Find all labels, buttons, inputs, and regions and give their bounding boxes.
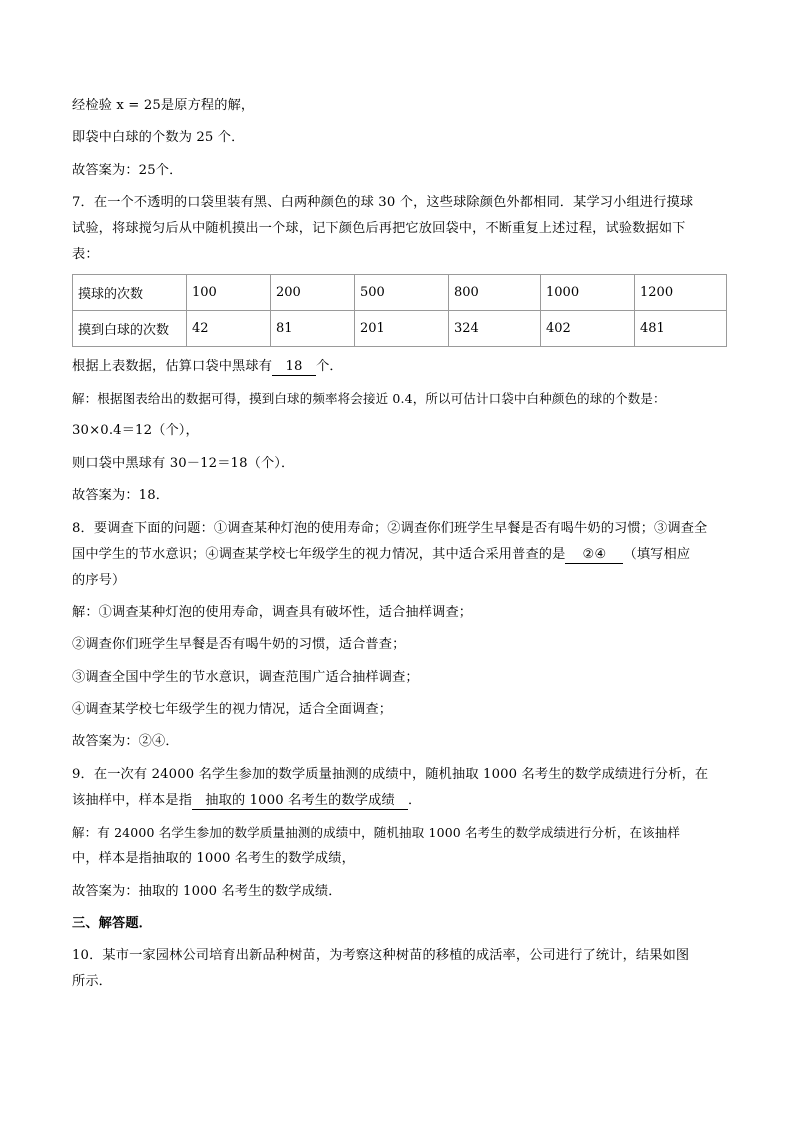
table-cell: 201 — [355, 310, 449, 346]
q8-solution-line-1: 解：①调查某种灯泡的使用寿命，调查具有破坏性，适合抽样调查； — [72, 604, 473, 620]
q9-stem-line-1: 9．在一次有 24000 名学生参加的数学质量抽测的成绩中，随机抽取 1000 名考生的数学成绩进行分析，在 — [72, 766, 709, 782]
q9-stem-prefix: 该抽样中，样本是指 — [72, 792, 193, 808]
q7-question-prefix: 根据上表数据，估算口袋中黑球有 — [72, 358, 273, 374]
q7-solution-line-2: 30×0.4＝12（个）， — [72, 423, 199, 439]
q7-solution-line-1: 解：根据图表给出的数据可得，摸到白球的频率将会接近 0.4，所以可估计口袋中白种颜色的球的个数是： — [72, 390, 666, 406]
table-cell: 摸球的次数 — [73, 274, 187, 310]
q9-solution-line-2: 中，样本是指抽取的 1000 名考生的数学成绩， — [72, 851, 355, 867]
q8-solution-line-4: ④调查某学校七年级学生的视力情况，适合全面调查； — [72, 702, 393, 718]
q7-data-table — [72, 274, 727, 347]
q7-stem-line-3: 表： — [72, 247, 99, 263]
q7-stem-line-2: 试验，将球搅匀后从中随机摸出一个球，记下颜色后再把它放回袋中，不断重复上述过程，试验数据如下 — [72, 221, 686, 237]
q8-stem-prefix: 国中学生的节水意识；④调查某学校七年级学生的视力情况，其中适合采用普查的是 — [72, 546, 566, 562]
q8-solution-line-3: ③调查全国中学生的节水意识，调查范围广适合抽样调查； — [72, 669, 419, 685]
q8-solution-line-2: ②调查你们班学生早餐是否有喝牛奶的习惯，适合普查； — [72, 637, 406, 653]
q9-solution-line-1: 解：有 24000 名学生参加的数学质量抽测的成绩中，随机抽取 1000 名考生的数学成绩进行分析，在该抽样 — [72, 825, 681, 841]
q8-stem-suffix: （填写相应 — [623, 546, 691, 562]
q8-stem-line-1: 8．要调查下面的问题：①调查某种灯泡的使用寿命；②调查你们班学生早餐是否有喝牛奶的习惯；③调查全 — [72, 520, 708, 536]
table-cell: 324 — [449, 310, 541, 346]
table-cell: 1000 — [541, 274, 635, 310]
table-cell: 1200 — [635, 274, 727, 310]
table-cell: 481 — [635, 310, 727, 346]
q9-stem-suffix: ． — [408, 792, 422, 808]
table-cell: 200 — [271, 274, 355, 310]
table-cell: 81 — [271, 310, 355, 346]
q8-stem-line-2 — [72, 545, 732, 565]
section-heading: 三、解答题． — [72, 916, 153, 932]
q9-stem-line-2 — [72, 791, 732, 811]
q7-solution-line-3: 则口袋中黑球有 30－12＝18（个）． — [72, 455, 295, 471]
q9-final-answer: 故答案为：抽取的 1000 名考生的数学成绩． — [72, 883, 342, 899]
q10-stem-line-1: 10．某市一家园林公司培育出新品种树苗，为考察这种树苗的移植的成活率，公司进行了统计，结果如图 — [72, 948, 690, 964]
intro-line-3: 故答案为：25个． — [72, 162, 183, 178]
q7-question-suffix: 个． — [316, 358, 343, 374]
table-cell: 摸到白球的次数 — [73, 310, 187, 346]
table-cell: 402 — [541, 310, 635, 346]
table-row — [73, 274, 727, 310]
document-page — [72, 96, 732, 1005]
q7-answer-blank: 18 — [272, 358, 316, 376]
q8-stem-line-3: 的序号） — [72, 572, 126, 588]
intro-line-2: 即袋中白球的个数为 25 个． — [72, 130, 245, 146]
intro-line-1: 经检验 x = 25是原方程的解， — [72, 98, 255, 113]
q8-final-answer: 故答案为：②④． — [72, 734, 179, 750]
q7-final-answer: 故答案为：18． — [72, 488, 170, 504]
q7-stem-line-1: 7．在一个不透明的口袋里装有黑、白两种颜色的球 30 个，这些球除颜色外都相同．某学习小组进行摸球 — [72, 195, 694, 211]
q10-stem-line-2: 所示． — [72, 974, 113, 990]
table-cell: 100 — [187, 274, 271, 310]
table-row — [73, 310, 727, 346]
table-cell: 42 — [187, 310, 271, 346]
table-cell: 500 — [355, 274, 449, 310]
q8-answer-blank: ②④ — [565, 546, 623, 564]
q9-answer-blank: 抽取的 1000 名考生的数学成绩 — [192, 792, 408, 810]
q7-question-line — [72, 357, 732, 377]
table-cell: 800 — [449, 274, 541, 310]
